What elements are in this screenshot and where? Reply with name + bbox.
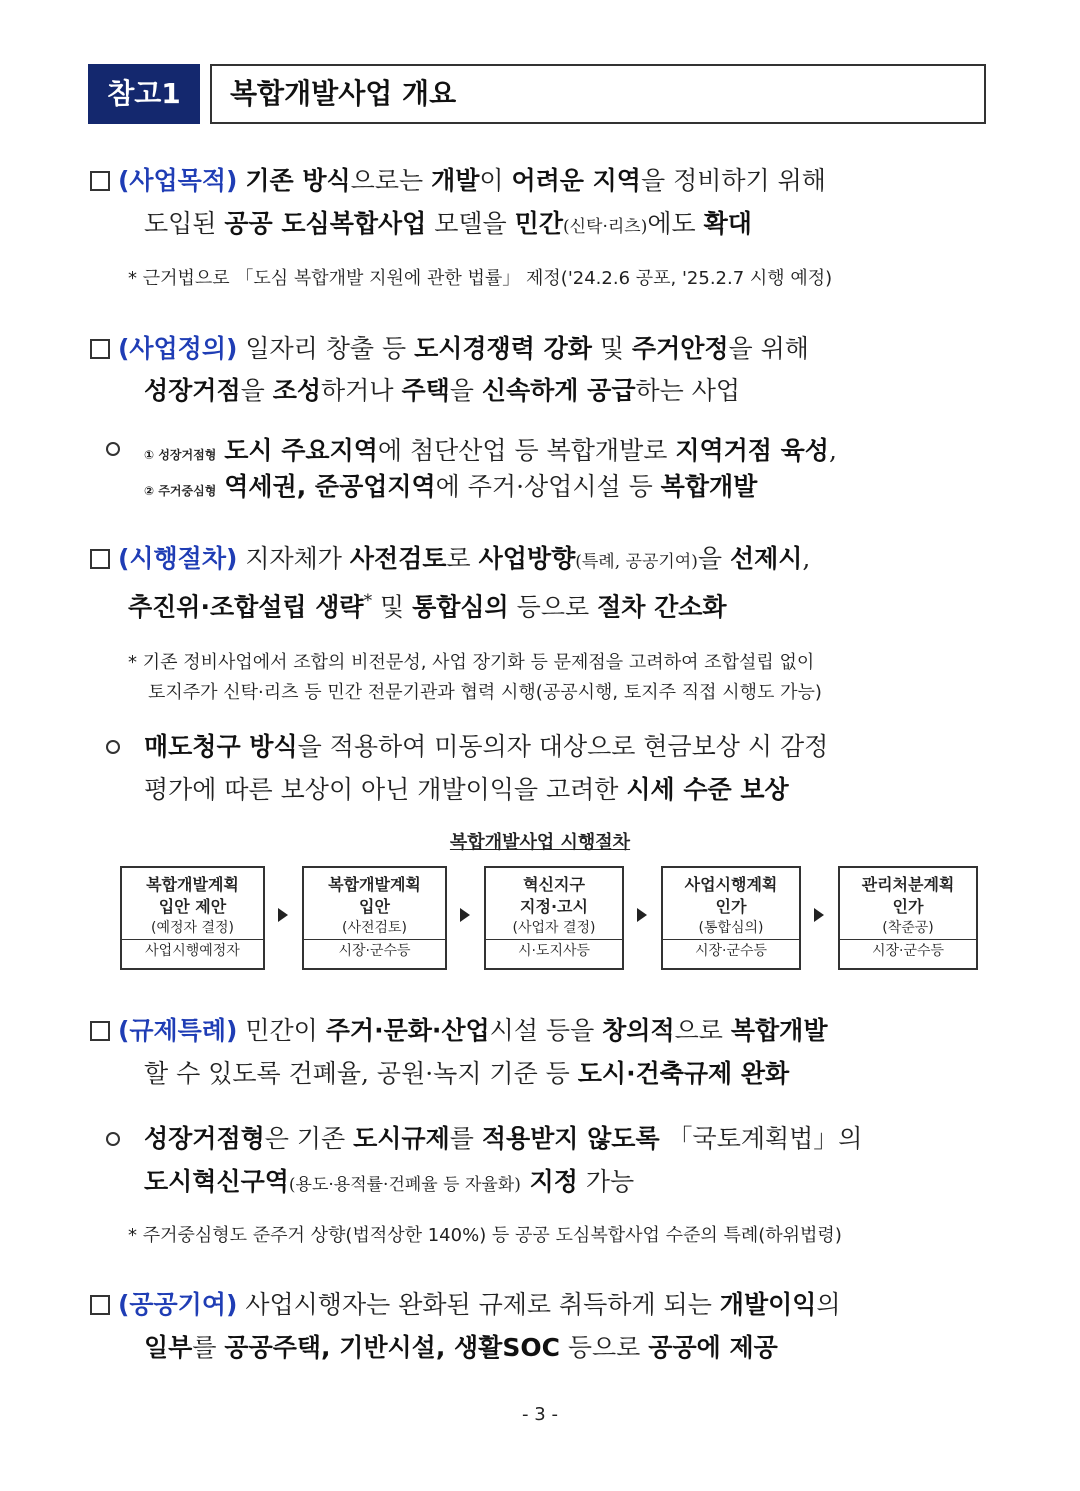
purpose-line-2: 도입된 공공 도심복합사업 모델을 민간(신탁·리츠)에도 확대: [144, 209, 752, 238]
procedure-sub-2: 평가에 따른 보상이 아닌 개발이익을 고려한 시세 수준 보상: [144, 775, 789, 804]
procedure-line-1: (시행절차) 지자체가 사전검토로 사업방향(특례, 공공기여)을 선제시,: [90, 538, 810, 583]
regulation-sub-2: 도시혁신구역(용도·용적률·건폐율 등 자율화) 지정 가능: [144, 1167, 635, 1196]
arrow-right-icon: [637, 908, 647, 922]
page-number: - 3 -: [522, 1404, 558, 1425]
checkbox-square-icon: [90, 339, 110, 359]
checkbox-square-icon: [90, 1295, 110, 1315]
section-header: [88, 64, 986, 124]
contribution-line-2: 일부를 공공주택, 기반시설, 생활SOC 등으로 공공에 제공: [144, 1333, 778, 1362]
procedure-line-2: 추진위·조합설립 생략* 및 통합심의 등으로 절차 간소화: [128, 591, 727, 622]
definition-sub-1: ① 성장거점형 도시 주요지역에 첨단산업 등 복합개발로 지역거점 육성,: [144, 436, 837, 465]
definition-line-2: 성장거점을 조성하거나 주택을 신속하게 공급하는 사업: [144, 376, 741, 405]
checkbox-square-icon: [90, 549, 110, 569]
arrow-right-icon: [460, 908, 470, 922]
purpose-line-1: (사업목적) 기존 방식으로는 개발이 어려운 지역을 정비하기 위해: [90, 160, 826, 202]
purpose-label: (사업목적): [117, 166, 238, 195]
checkbox-square-icon: [90, 1021, 110, 1041]
checkbox-square-icon: [90, 171, 110, 191]
regulation-line-2: 할 수 있도록 건폐율, 공원·녹지 기준 등 도시·건축규제 완화: [144, 1059, 790, 1088]
definition-line-1: (사업정의) 일자리 창출 등 도시경쟁력 강화 및 주거안정을 위해: [90, 328, 809, 370]
regulation-label: (규제특례): [117, 1016, 238, 1045]
procedure-label: (시행절차): [117, 544, 238, 573]
regulation-note: * 주거중심형도 준주거 상향(법적상한 140%) 등 공공 도심복합사업 수준의 특례(하위법령): [128, 1225, 842, 1246]
arrow-right-icon: [814, 908, 824, 922]
procedure-note-1: * 기존 정비사업에서 조합의 비전문성, 사업 장기화 등 문제점을 고려하여 조합설립 없이: [128, 652, 815, 673]
flow-step-1: 복합개발계획 입안 제안 (예정자 결정) 사업시행예정자: [120, 866, 265, 970]
flow-step-5: 관리처분계획 인가 (착준공) 시장·군수등: [838, 866, 978, 970]
contribution-line-1: (공공기여) 사업시행자는 완화된 규제로 취득하게 되는 개발이익의: [90, 1284, 841, 1326]
definition-label: (사업정의): [117, 334, 238, 363]
flow-step-2: 복합개발계획 입안 (사전검토) 시장·군수등: [302, 866, 447, 970]
page-title: 복합개발사업 개요: [210, 64, 986, 124]
arrow-right-icon: [278, 908, 288, 922]
regulation-line-1: (규제특례) 민간이 주거·문화·산업시설 등을 창의적으로 복합개발: [90, 1010, 827, 1052]
flow-title: 복합개발사업 시행절차: [449, 832, 631, 853]
bullet-circle-icon: [106, 740, 120, 754]
contribution-label: (공공기여): [117, 1290, 238, 1319]
purpose-note: * 근거법으로 「도심 복합개발 지원에 관한 법률」 제정('24.2.6 공포, '25.2.7 시행 예정): [128, 268, 833, 289]
definition-sub-2: ② 주거중심형 역세권, 준공업지역에 주거·상업시설 등 복합개발: [144, 472, 758, 501]
flow-step-3: 혁신지구 지정·고시 (사업자 결정) 시·도지사등: [484, 866, 624, 970]
regulation-sub-1: 성장거점형은 기존 도시규제를 적용받지 않도록 「국토계획법」의: [144, 1124, 863, 1153]
procedure-sub-1: 매도청구 방식을 적용하여 미동의자 대상으로 현금보상 시 감정: [144, 732, 829, 761]
reference-tag: 참고1: [88, 64, 200, 124]
bullet-circle-icon: [106, 1132, 120, 1146]
bullet-circle-icon: [106, 442, 120, 456]
procedure-note-2: 토지주가 신탁·리츠 등 민간 전문기관과 협력 시행(공공시행, 토지주 직접 시행도 가능): [148, 682, 822, 703]
flow-step-4: 사업시행계획 인가 (통합심의) 시장·군수등: [661, 866, 801, 970]
